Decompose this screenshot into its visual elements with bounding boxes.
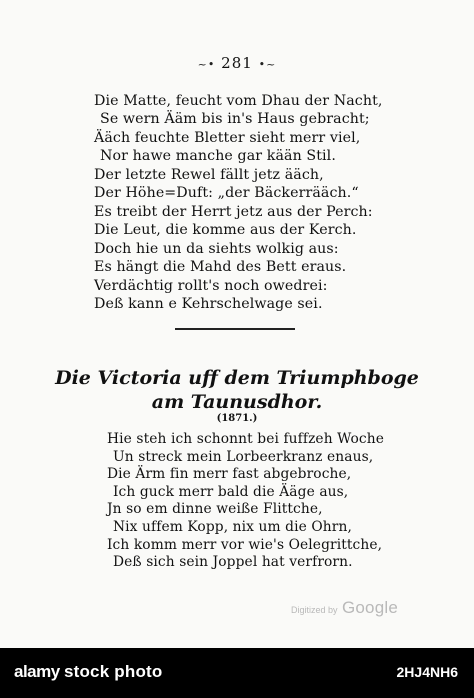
page-number-header: [0, 54, 474, 72]
google-wordmark: Google: [341, 598, 398, 617]
left-ornament-icon: ~•: [197, 58, 216, 71]
stock-footer-bar: [0, 648, 474, 698]
page-number: 281: [221, 54, 253, 72]
poem-title: [0, 366, 474, 414]
digitized-watermark: [291, 598, 398, 618]
stanza-line: Deß kann e Kehrschelwage sei.: [94, 296, 323, 313]
digitized-by-text: Digitized by: [290, 605, 338, 615]
stanza-line: Die Matte, feucht vom Dhau der Nacht,: [94, 93, 383, 109]
stanza-line: Verdächtig rollt's noch owedrei:: [94, 277, 328, 294]
poem-year: (1871.): [216, 413, 258, 424]
stanza-line: Ääch feuchte Bletter sieht merr viel,: [94, 129, 361, 146]
poem-line: Deß sich sein Joppel hat verfrorn.: [113, 554, 353, 571]
poem-line: Jn so em dinne weiße Flittche,: [107, 501, 323, 518]
poem-title-line-1: Die Victoria uff dem Triumphboge: [55, 367, 419, 389]
poem-title-line-2: am Taunusdhor.: [151, 391, 323, 413]
image-code: 2HJ4NH6: [396, 664, 458, 680]
stanza-line: Nor hawe manche gar kään Stil.: [100, 148, 336, 165]
right-ornament-icon: •~: [258, 58, 277, 71]
poem-line: Ich komm merr vor wie's Oelegrittche,: [107, 536, 383, 553]
stanza-line: Die Leut, die komme aus der Kerch.: [94, 222, 357, 239]
alamy-logo: [14, 662, 162, 682]
stanza-line: Es hängt die Mahd des Bett eraus.: [94, 259, 347, 276]
stanza-3: [94, 240, 394, 314]
stanza-line: Es treibt der Herrt jetz aus der Perch:: [94, 203, 373, 220]
poem-line: Hie steh ich schonnt bei fuffzeh Woche: [107, 431, 385, 447]
alamy-logo-text: alamy: [14, 662, 60, 681]
poem-line: Ich guck merr bald die Ääge aus,: [113, 483, 349, 500]
section-divider: [175, 328, 295, 330]
stanza-line: Der letzte Rewel fällt jetz ääch,: [94, 167, 324, 183]
stanza-2: [94, 166, 394, 240]
poem-line: Die Ärm fin merr fast abgebroche,: [107, 466, 352, 483]
stanza-line: Se wern Ääm bis in's Haus gebracht;: [100, 111, 370, 128]
stanza-line: Der Höhe=Duft: „der Bäckerrääch.“: [94, 185, 359, 202]
poem-line: Nix uffem Kopp, nix um die Ohrn,: [113, 518, 352, 535]
poem-body: [107, 431, 407, 572]
stock-photo-text: stock photo: [63, 662, 163, 681]
poem-line: Un streck mein Lorbeerkranz enaus,: [113, 448, 374, 465]
stanza-1: [94, 92, 394, 166]
stanza-line: Doch hie un da siehts wolkig aus:: [94, 241, 339, 257]
